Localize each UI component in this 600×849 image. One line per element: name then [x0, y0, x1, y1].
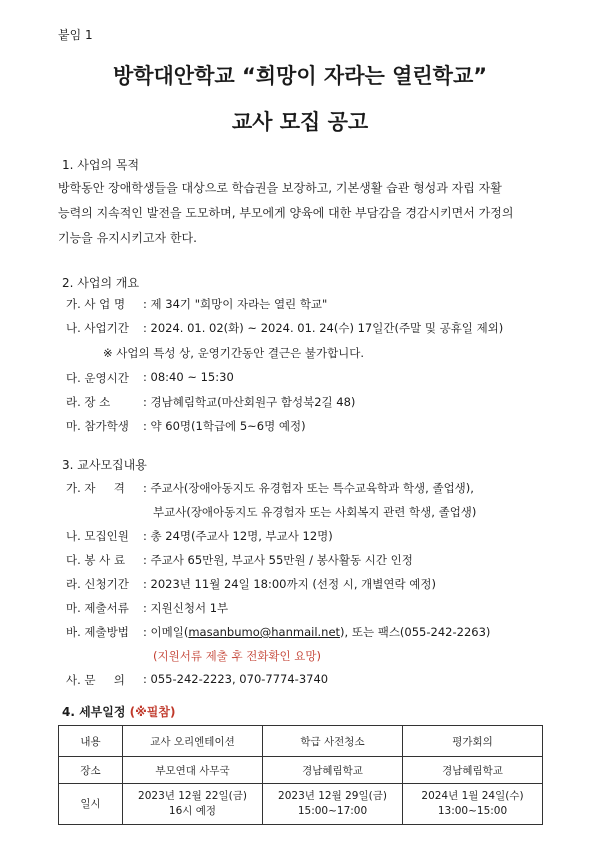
recruit-contact-value: : 055-242-2223, 070-7774-3740 — [143, 672, 329, 686]
page-subtitle: 교사 모집 공고 — [231, 110, 369, 134]
recruit-method-note: (지원서류 제출 후 전화확인 요망) — [153, 649, 322, 663]
overview-period-label: 나. 사업기간 — [66, 321, 129, 335]
table-cell — [263, 784, 403, 825]
schedule-table — [58, 725, 543, 825]
overview-place-value: : 경남혜림학교(마산회원구 함성북2길 48) — [143, 395, 356, 409]
overview-students-value: : 약 60명(1학급에 5~6명 예정) — [143, 419, 306, 433]
table-row-datetime — [59, 784, 543, 825]
table-header-cell: 학급 사전청소 — [263, 726, 403, 757]
overview-name-label: 가. 사 업 명 — [66, 297, 126, 311]
table-cell: 경남혜림학교 — [403, 757, 543, 784]
recruit-docs-label: 마. 제출서류 — [66, 601, 129, 615]
section1-line: 방학동안 장애학생들을 대상으로 학습권을 보장하고, 기본생활 습관 형성과 자립 자활 — [58, 181, 502, 195]
recruit-deadline-label: 라. 신청기간 — [66, 577, 129, 591]
section1-line: 기능을 유지시키고자 한다. — [58, 231, 197, 245]
recruit-deadline-value: : 2023년 11월 24일 18:00까지 (선정 시, 개별연락 예정) — [143, 577, 436, 591]
method-suffix: ), 또는 팩스(055-242-2263) — [340, 625, 491, 639]
recruit-qual-line2: 부교사(장애아동지도 유경험자 또는 사회복지 관련 학생, 졸업생) — [153, 505, 477, 519]
section2-heading: 2. 사업의 개요 — [62, 276, 140, 290]
cell-time: 16시 예정 — [168, 805, 217, 817]
overview-place-label: 라. 장 소 — [66, 395, 111, 409]
overview-hours-label: 다. 운영시간 — [66, 371, 129, 385]
page-title: 방학대안학교 “희망이 자라는 열린학교” — [112, 64, 488, 88]
overview-note: ※ 사업의 특성 상, 운영기간동안 결근은 불가합니다. — [103, 346, 365, 360]
recruit-pay-value: : 주교사 65만원, 부교사 55만원 / 봉사활동 시간 인정 — [143, 553, 413, 567]
overview-period-value: : 2024. 01. 02(화) ~ 2024. 01. 24(수) 17일간(주말 및 공휴일 제외) — [143, 321, 504, 335]
cell-time: 13:00~15:00 — [437, 805, 508, 817]
overview-name-value: : 제 34기 "희망이 자라는 열린 학교" — [143, 297, 328, 311]
section3-heading: 3. 교사모집내용 — [62, 458, 147, 472]
cell-date: 2023년 12월 29일(금) — [278, 790, 387, 802]
table-header-cell: 내용 — [59, 726, 123, 757]
recruit-method-label: 바. 제출방법 — [66, 625, 129, 639]
recruit-pay-label: 다. 봉 사 료 — [66, 553, 126, 567]
table-cell — [403, 784, 543, 825]
table-header-row — [59, 726, 543, 757]
section4-title: 4. 세부일정 — [62, 705, 126, 719]
table-row-place — [59, 757, 543, 784]
overview-students-label: 마. 참가학생 — [66, 419, 129, 433]
recruit-contact-label: 사. 문 의 — [66, 673, 125, 687]
section1-body — [58, 176, 513, 251]
cell-date: 2024년 1월 24일(수) — [421, 790, 524, 802]
recruit-count-label: 나. 모집인원 — [66, 529, 129, 543]
table-cell: 경남혜림학교 — [263, 757, 403, 784]
table-cell: 부모연대 사무국 — [123, 757, 263, 784]
section4-heading — [62, 703, 175, 720]
method-prefix: : 이메일( — [143, 625, 189, 639]
attachment-label: 붙임 1 — [58, 28, 93, 42]
cell-date: 2023년 12월 22일(금) — [138, 790, 247, 802]
overview-hours-value: : 08:40 ~ 15:30 — [143, 370, 234, 384]
recruit-qual-label: 가. 자 격 — [66, 481, 125, 495]
recruit-qual-line1: : 주교사(장애아동지도 유경험자 또는 특수교육학과 학생, 졸업생), — [143, 481, 474, 495]
recruit-docs-value: : 지원신청서 1부 — [143, 601, 229, 615]
recruit-count-value: : 총 24명(주교사 12명, 부교사 12명) — [143, 529, 333, 543]
table-row-label: 장소 — [59, 757, 123, 784]
table-row-label: 일시 — [59, 784, 123, 825]
table-header-cell: 교사 오리엔테이션 — [123, 726, 263, 757]
section1-line: 능력의 지속적인 발전을 도모하며, 부모에게 양육에 대한 부담감을 경감시키면서 가정의 — [58, 206, 514, 220]
email-link[interactable]: masanbumo@hanmail.net — [188, 625, 341, 639]
recruit-method-value — [143, 624, 490, 640]
table-header-cell: 평가회의 — [403, 726, 543, 757]
cell-time: 15:00~17:00 — [297, 805, 368, 817]
section4-note: (※필참) — [129, 705, 176, 719]
section1-heading: 1. 사업의 목적 — [62, 158, 140, 172]
table-cell — [123, 784, 263, 825]
